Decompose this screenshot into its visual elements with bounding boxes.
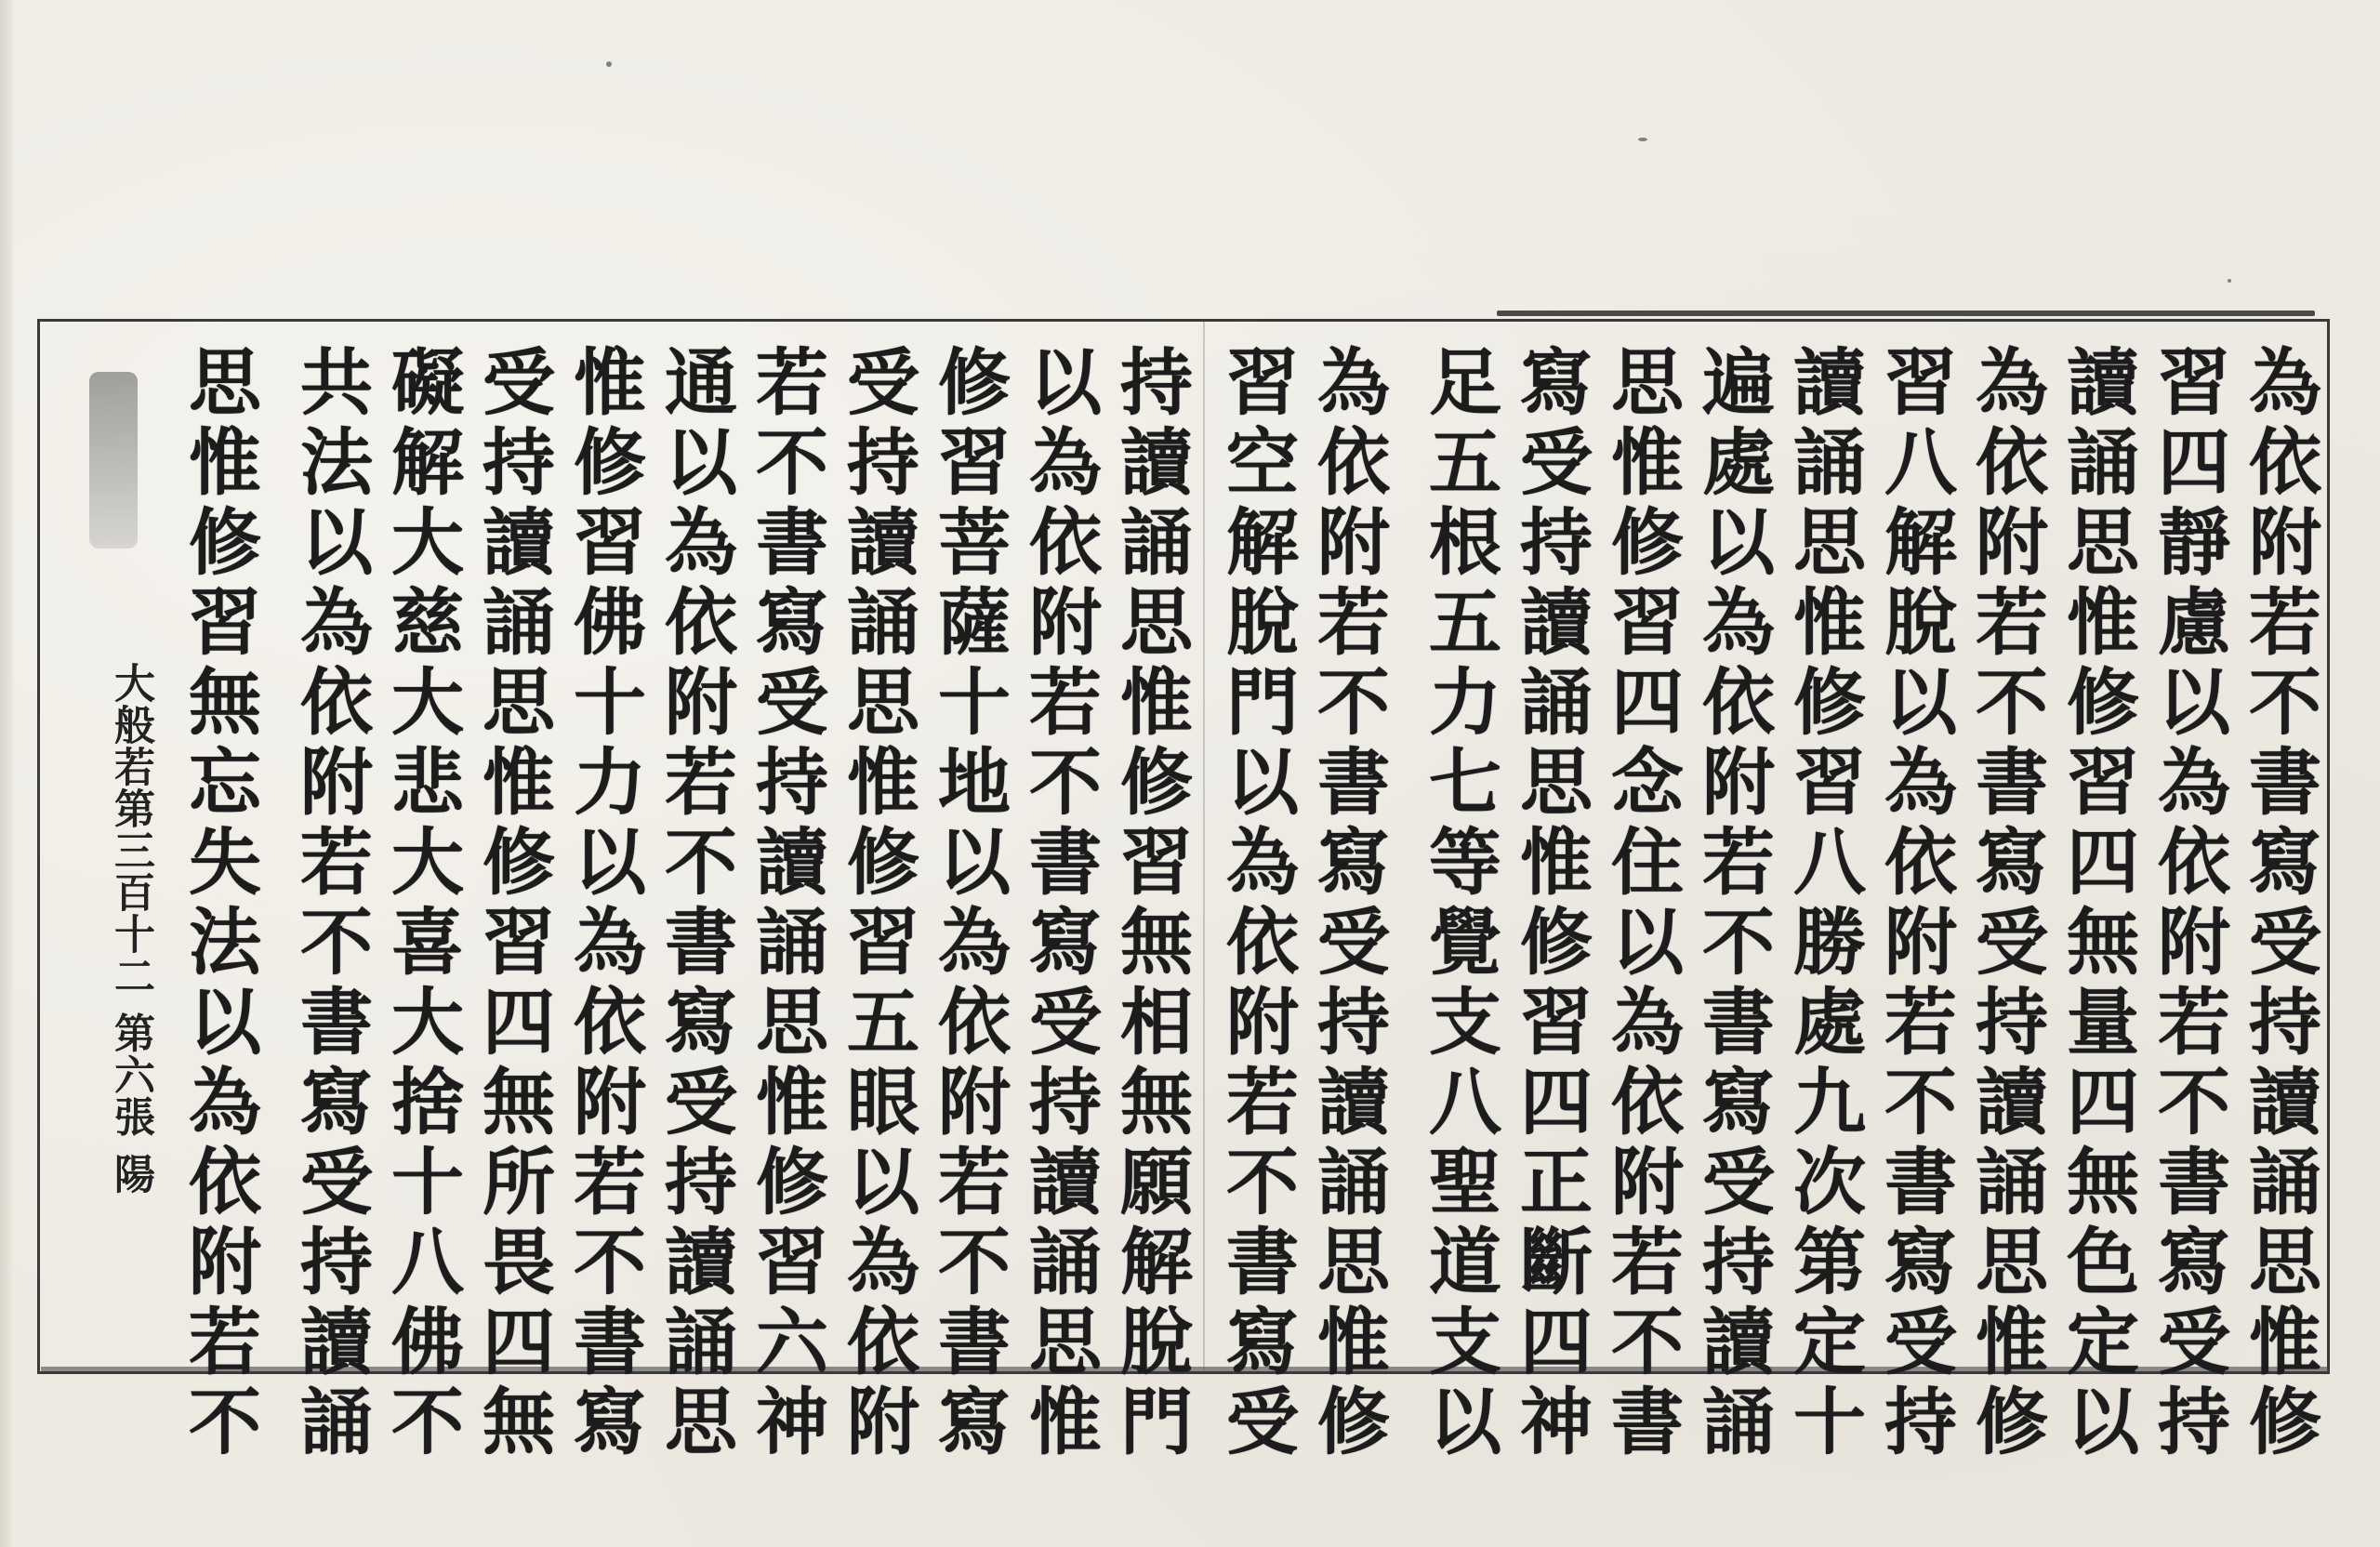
- text-column: 以為依附若不書寫受持讀誦思惟: [1017, 344, 1102, 1463]
- text-column: 持讀誦思惟修習無相無願解脫門: [1108, 344, 1193, 1463]
- text-column: 為依附若不書寫受持讀誦思惟修: [1305, 344, 1390, 1463]
- text-column: 讀誦思惟修習四無量四無色定以: [2055, 344, 2139, 1463]
- text-column: 受持讀誦思惟修習四無所畏四無: [470, 344, 555, 1463]
- text-column: 受持讀誦思惟修習五眼以為依附: [835, 344, 919, 1463]
- text-column: 礙解大慈大悲大喜大捨十八佛不: [379, 344, 464, 1463]
- text-column: 足五根五力七等覺支八聖道支以: [1417, 344, 1501, 1463]
- text-column: 若不書寫受持讀誦思惟修習六神: [744, 344, 828, 1463]
- text-column: 共法以為依附若不書寫受持讀誦: [288, 344, 373, 1463]
- text-column: 惟修習佛十力以為依附若不書寫: [562, 344, 646, 1463]
- text-column: 為依附若不書寫受持讀誦思惟修: [2237, 344, 2321, 1463]
- text-column: 寫受持讀誦思惟修習四正斷四神: [1508, 344, 1593, 1463]
- text-column: 思惟修習四念住以為依附若不書: [1599, 344, 1684, 1463]
- text-column: 讀誦思惟修習八勝處九次第定十: [1781, 344, 1866, 1463]
- text-column: 習空解脫門以為依附若不書寫受: [1214, 344, 1299, 1463]
- text-column: 遍處以為依附若不書寫受持讀誦: [1690, 344, 1775, 1463]
- text-column: 思惟修習無忘失法以為依附若不: [177, 344, 261, 1463]
- text-column: 通以為依附若不書寫受持讀誦思: [653, 344, 737, 1463]
- text-column: 習四靜慮以為依附若不書寫受持: [2146, 344, 2230, 1463]
- text-column: 習八解脫以為依附若不書寫受持: [1872, 344, 1957, 1463]
- page-margin-note: 大般若第三百十二 第六張 陽: [107, 662, 154, 1195]
- text-column: 修習菩薩十地以為依附若不書寫: [926, 344, 1011, 1463]
- text-column: 為依附若不書寫受持讀誦思惟修: [1964, 344, 2048, 1463]
